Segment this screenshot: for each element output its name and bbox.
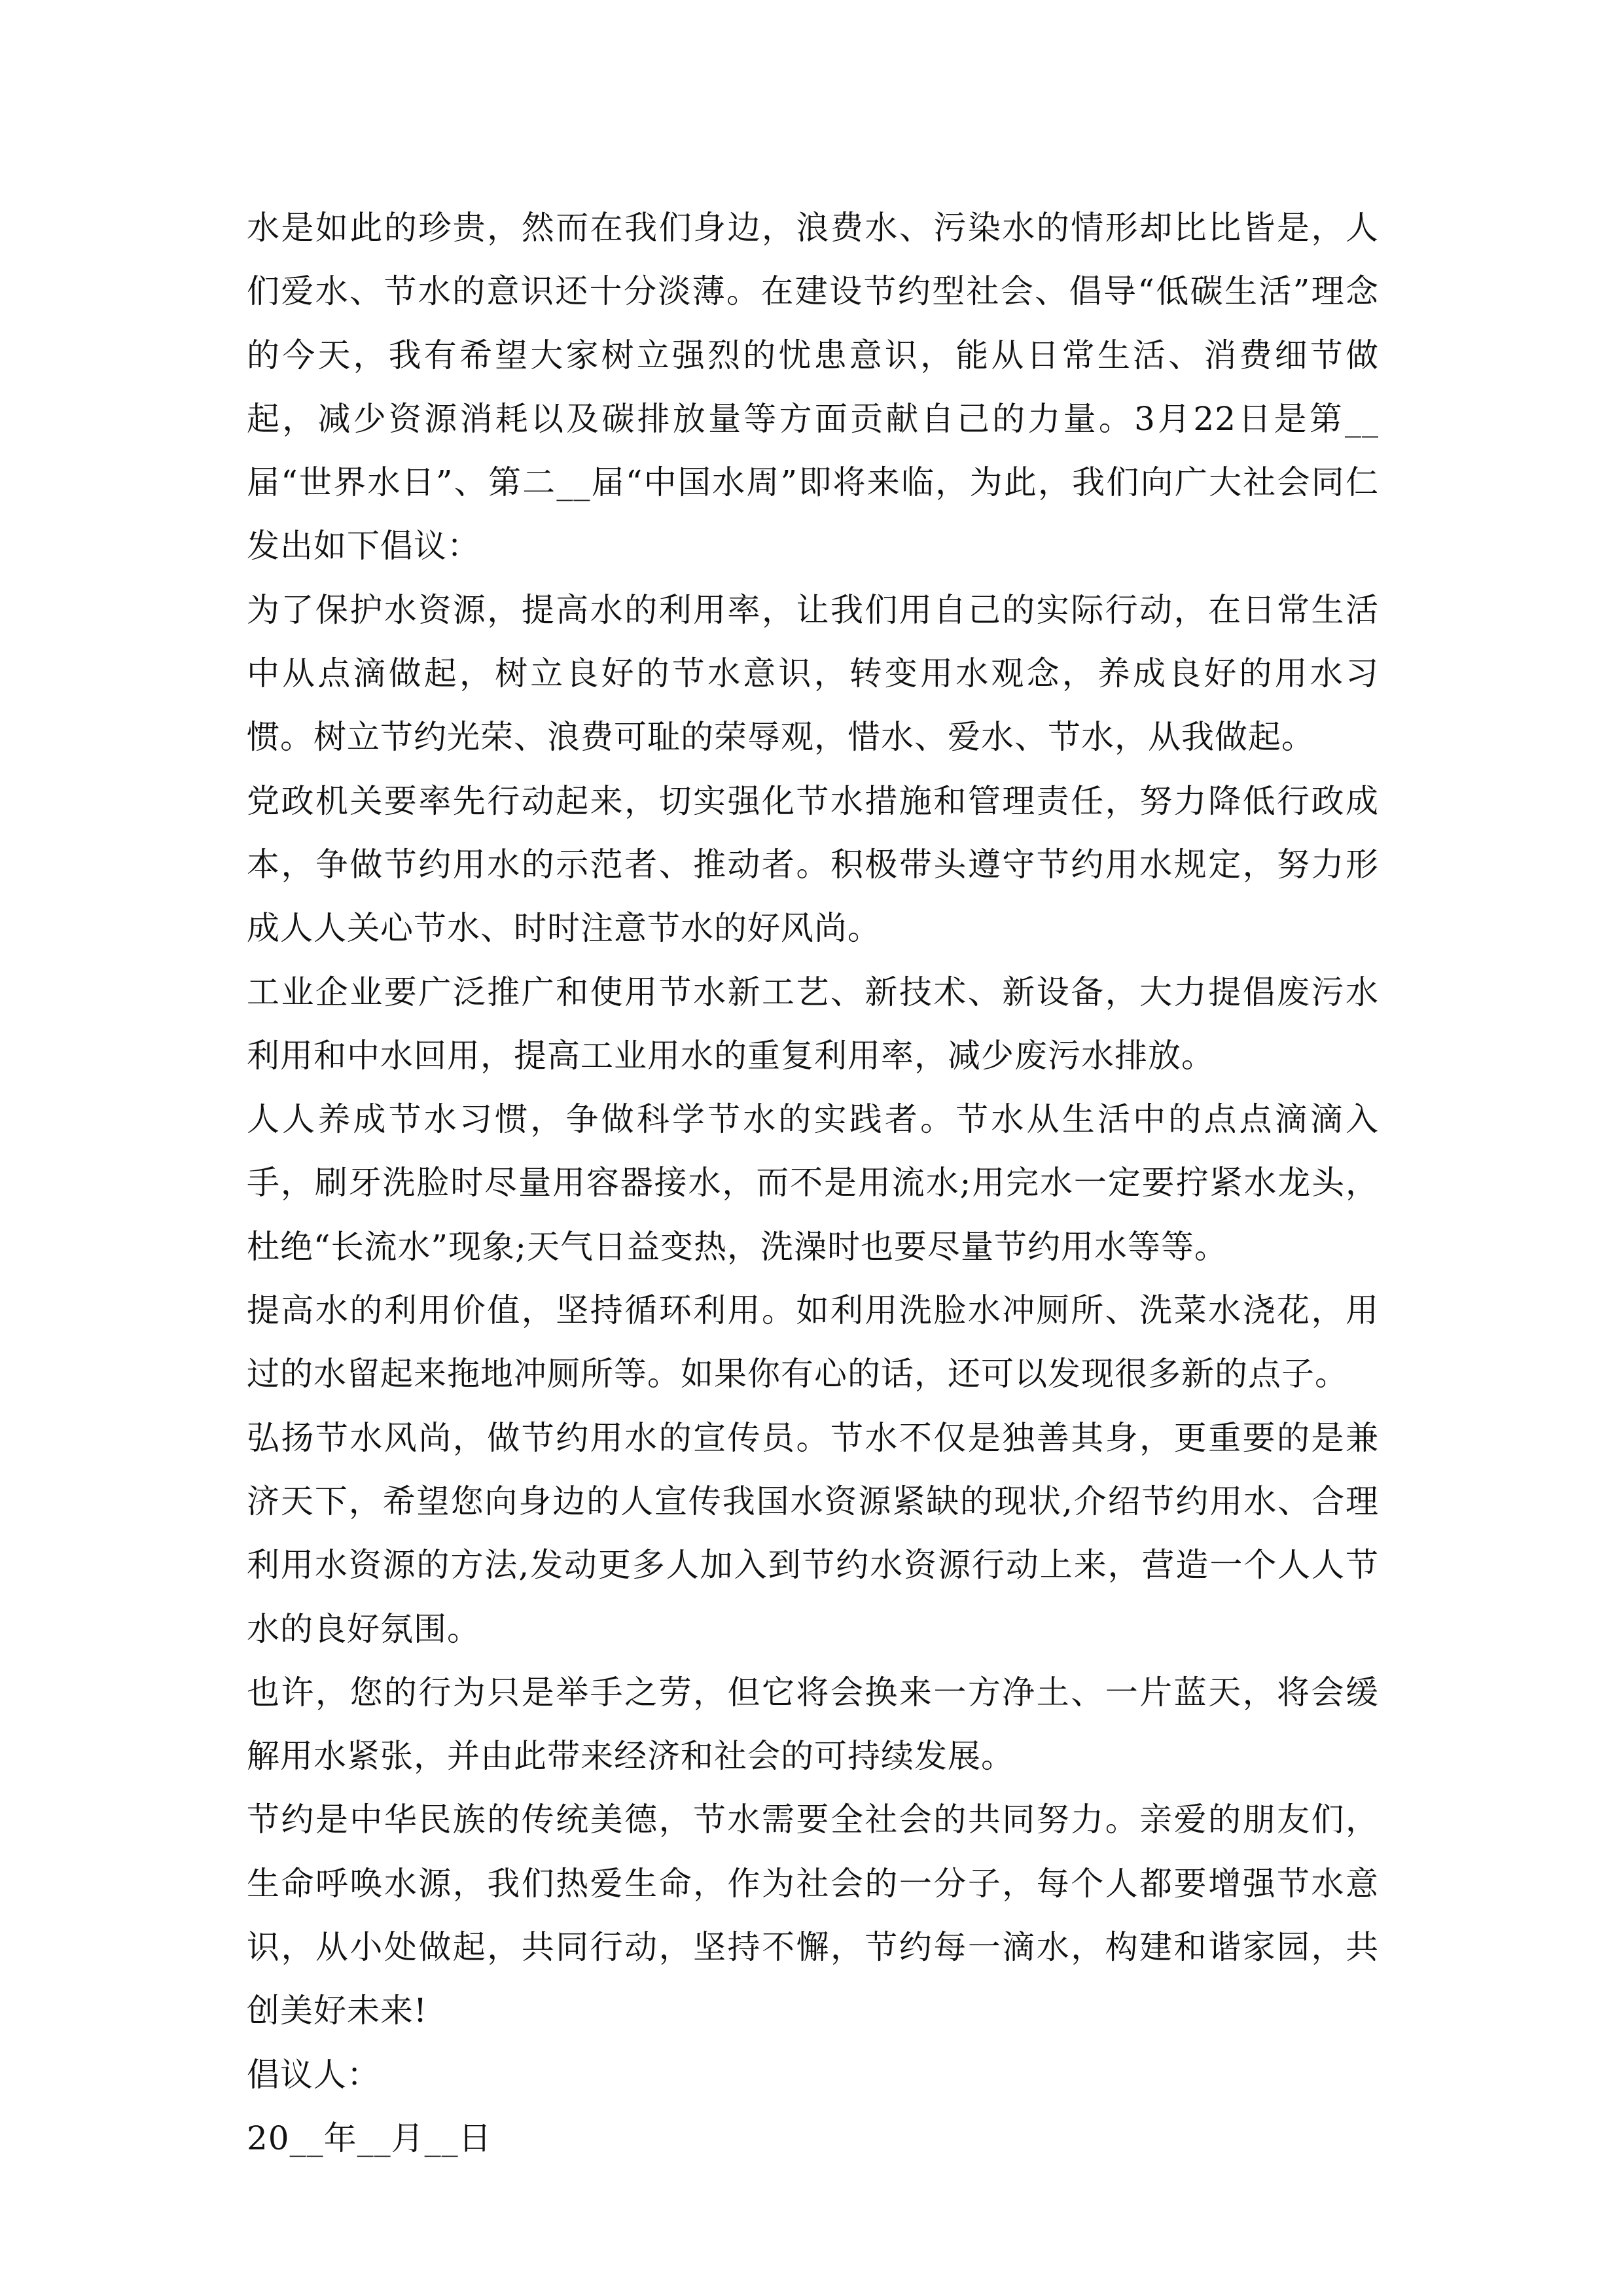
paragraph-reuse: 提高水的利用价值，坚持循环利用。如利用洗脸水冲厕所、洗菜水浇花，用过的水留起来拖地冲厕所等。如果你有心的话，还可以发现很多新的点子。 [247, 1291, 1379, 1393]
paragraph-industry: 工业企业要广泛推广和使用节水新工艺、新技术、新设备，大力提倡废污水利用和中水回用，提高工业用水的重复利用率，减少废污水排放。 [247, 973, 1379, 1075]
paragraph-intro: 水是如此的珍贵，然而在我们身边，浪费水、污染水的情形却比比皆是，人们爱水、节水的意识还十分淡薄。在建设节约型社会、倡导“低碳生活”理念的今天，我有希望大家树立强烈的忧患意识，能从日常生活、消费细节做起，减少资源消耗以及碳排放量等方面贡献自己的力量。3月22日是第__届“世界水日”、第二__届“中国水周”即将来临，为此，我们向广大社会同仁发出如下倡议： [247, 209, 1379, 565]
paragraph-closing: 节约是中华民族的传统美德，节水需要全社会的共同努力。亲爱的朋友们，生命呼唤水源，我们热爱生命，作为社会的一分子，每个人都要增强节水意识，从小处做起，共同行动，坚持不懈，节约每一滴水，构建和谐家园，共创美好未来! [247, 1801, 1379, 2030]
date-line: 20__年__月__日 [247, 2119, 492, 2157]
paragraph-protect-water: 为了保护水资源，提高水的利用率，让我们用自己的实际行动，在日常生活中从点滴做起，树立良好的节水意识，转变用水观念，养成良好的用水习惯。树立节约光荣、浪费可耻的荣辱观，惜水、爱水、节水，从我做起。 [247, 590, 1379, 757]
paragraph-impact: 也许，您的行为只是举手之劳，但它将会换来一方净土、一片蓝天，将会缓解用水紧张，并由此带来经济和社会的可持续发展。 [247, 1673, 1379, 1776]
document-body [247, 196, 1379, 2170]
signature-label: 倡议人： [247, 2055, 380, 2094]
paragraph-habits: 人人养成节水习惯，争做科学节水的实践者。节水从生活中的点点滴滴入手，刷牙洗脸时尽量用容器接水，而不是用流水;用完水一定要拧紧水龙头，杜绝“长流水”现象;天气日益变热，洗澡时也要尽量节约用水等等。 [247, 1100, 1379, 1266]
paragraph-promotion: 弘扬节水风尚，做节约用水的宣传员。节水不仅是独善其身，更重要的是兼济天下，希望您向身边的人宣传我国水资源紧缺的现状,介绍节约用水、合理利用水资源的方法,发动更多人加入到节约水资源行动上来，营造一个人人节水的良好氛围。 [247, 1418, 1379, 1648]
paragraph-government: 党政机关要率先行动起来，切实强化节水措施和管理责任，努力降低行政成本，争做节约用水的示范者、推动者。积极带头遵守节约用水规定，努力形成人人关心节水、时时注意节水的好风尚。 [247, 781, 1379, 948]
